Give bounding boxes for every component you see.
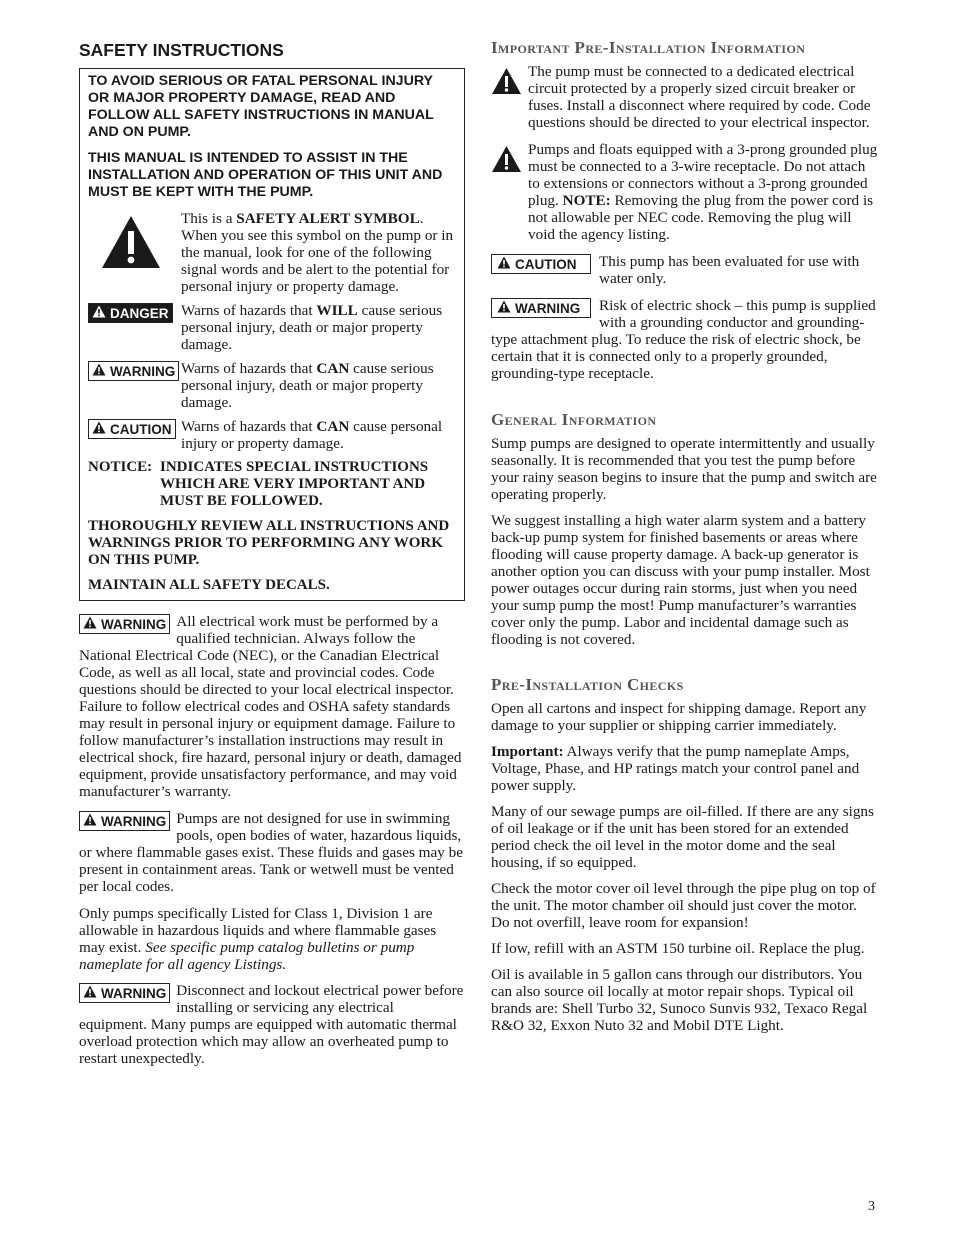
warning-badge: WARNING [491,298,591,318]
caution-row [88,418,456,452]
checks-para-4: Check the motor cover oil level through the pipe plug on top of the unit. The motor chamber oil should just cover the motor. Do not overfill, leave room for expansion! [491,880,876,931]
checks-para-6: Oil is available in 5 gallon cans through our distributors. You can also source oil locally at motor repair shops. Typical oil brands are: Shell Turbo 32, Sunoco Sunvis 932, Texaco Regal R&O 32, Exxon Nuto 32 and Mobil DTE Light. [491,966,868,1034]
danger-badge: DANGER [88,303,173,323]
page-number: 3 [868,1199,875,1214]
left-column [79,38,465,1077]
checks-para-1: Open all cartons and inspect for shipping damage. Report any damage to your supplier or shipping carrier immediately. [491,700,867,734]
warning-triangle-icon [83,813,97,829]
warning-hazardous: WARNING Pumps are not designed for use in swimming pools, open bodies of water, hazardous liquids, or where flammable gases exist. These fluids and gases may be present in containment areas. Tank or wetwell must be vented per local codes. [79,810,463,895]
warning-triangle-icon [92,421,106,437]
checks-para-5: If low, refill with an ASTM 150 turbine oil. Replace the plug. [491,940,865,957]
decals-text: MAINTAIN ALL SAFETY DECALS. [88,577,330,593]
danger-row [88,302,456,353]
safety-alert-icon [88,210,181,295]
warning-badge: WARNING [79,811,170,831]
warning-text: Warns of hazards that CAN cause serious personal injury, death or major property damage. [181,360,434,411]
warning-triangle-icon [497,300,511,316]
checks-para-2: Important: Always verify that the pump nameplate Amps, Voltage, Phase, and HP ratings match your control panel and power supply. [491,743,860,794]
safety-alert-icon [491,63,528,131]
danger-text: Warns of hazards that WILL cause serious personal injury, death or major property damage. [181,302,443,353]
caution-water: CAUTION This pump has been evaluated for use with water only. [491,253,879,287]
general-para-2: We suggest installing a high water alarm system and a battery back-up pump system for finished basements or areas where flooding will cause property damage. A back-up generator is another option you can discuss with your pump installer. Most power outages occur during rain storms, just when you need your sump pump the most! Pump manufacturer’s warranties cover only the pump. Labor and incidental damage such as flooding is not covered. [491,512,870,648]
warning-disconnect: WARNING Disconnect and lockout electrical power before installing or servicing any electrical equipment. Many pumps are equipped with automatic thermal overload protection which may allow an overheated pump to restart unexpectedly. [79,982,464,1067]
alert-symbol-text: This is a SAFETY ALERT SYMBOL. When you see this symbol on the pump or in the manual, look for one of the following signal words and be alert to the potential for personal injury or property damage. [181,210,454,295]
heading-pre-installation-info: Important Pre-Installation Information [491,38,806,57]
warning-badge: WARNING [79,983,170,1003]
warning-badge: WARNING [88,361,179,381]
caution-text: Warns of hazards that CAN cause personal injury or property damage. [181,418,443,452]
pre-info-circuit: The pump must be connected to a dedicated electrical circuit protected by a properly sized circuit breaker or fuses. Install a disconnect where required by code. Code questions should be directed to your electrical inspector. [491,63,879,131]
safety-box [79,68,465,601]
warning-triangle-icon [83,616,97,632]
warning-triangle-icon [92,305,106,321]
checks-para-3: Many of our sewage pumps are oil-filled. If there are any signs of oil leakage or if the unit has been stored for an extended period check the oil level in the motor dome and the seal housing, if so equipped. [491,803,874,871]
warning-shock: WARNING Risk of electric shock – this pump is supplied with a grounding conductor and grounding-type attachment plug. To reduce the risk of electric shock, be certain that it is connected only to a properly grounded, grounding-type receptacle. [491,297,876,382]
warning-triangle-icon [83,985,97,1001]
alert-symbol-row [88,210,456,295]
section-title: SAFETY INSTRUCTIONS [79,40,284,60]
heading-general-info: General Information [491,410,657,429]
notice-block: NOTICE: INDICATES SPECIAL INSTRUCTIONS WHICH ARE VERY IMPORTANT AND MUST BE FOLLOWED. [88,459,429,509]
safety-caps-2: THIS MANUAL IS INTENDED TO ASSIST IN THE INSTALLATION AND OPERATION OF THIS UNIT AND MUST BE KEPT WITH THE PUMP. [88,150,443,200]
general-para-1: Sump pumps are designed to operate intermittently and usually seasonally. It is recommended that you test the pump before your rainy season begins to insure that the pump and switch are operating properly. [491,435,877,503]
warning-triangle-icon [92,363,106,379]
safety-alert-icon [491,141,528,243]
pre-info-plug: Pumps and floats equipped with a 3-prong grounded plug must be connected to a 3-wire receptacle. Do not attach to extensions or connectors without a 3-prong grounded plug. NOTE: Removing the plug from the power cord is not allowable per NEC code. Removing the plug will void the agency listing. [491,141,879,243]
warning-row [88,360,456,411]
warning-triangle-icon [497,256,511,272]
warning-badge: WARNING [79,614,170,634]
heading-pre-installation-checks: Pre-Installation Checks [491,675,684,694]
right-column [491,38,879,1043]
review-text: THOROUGHLY REVIEW ALL INSTRUCTIONS AND WARNINGS PRIOR TO PERFORMING ANY WORK ON THIS PUMP. [88,518,450,568]
warning-electrical: WARNING All electrical work must be performed by a qualified technician. Always follow the National Electrical Code (NEC), or the Canadian Electrical Code, as well as all local, state and provincial codes. Code questions should be directed to your local electrical inspector. Failure to follow electrical codes and OSHA safety standards may result in personal injury or equipment damage. Failure to follow manufacturer’s installation instructions may result in electrical shock, fire hazard, personal injury or death, damaged equipment, provide unsatisfactory performance, and may void manufacturer’s warranty. [79,613,462,800]
caution-badge: CAUTION [88,419,176,439]
safety-caps-1: TO AVOID SERIOUS OR FATAL PERSONAL INJURY OR MAJOR PROPERTY DAMAGE, READ AND FOLLOW ALL SAFETY INSTRUCTIONS IN MANUAL AND ON PUMP. [88,73,434,140]
caution-badge: CAUTION [491,254,591,274]
class1-text: Only pumps specifically Listed for Class 1, Division 1 are allowable in hazardous liquids and where flammable gases may exist. See specific pump catalog bulletins or pump nameplate for all agency Listings. [79,905,437,973]
